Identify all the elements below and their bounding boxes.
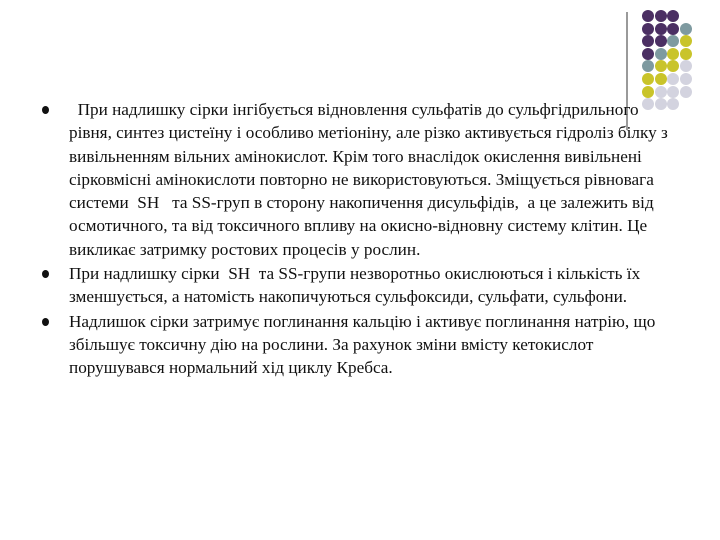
decorative-dot [642,73,654,85]
decorative-dot [667,23,679,35]
decorative-dot [642,23,654,35]
decorative-dot [642,35,654,47]
decorative-dot [667,48,679,60]
decorative-dot [680,86,692,98]
decorative-dot [680,60,692,72]
decorative-dot [655,86,667,98]
bullet-item [42,98,682,261]
decorative-dot [655,48,667,60]
decorative-dot [667,35,679,47]
bullet-item [42,310,682,380]
decorative-dot [655,73,667,85]
decorative-dot [642,48,654,60]
decorative-dot-grid [640,10,720,110]
bullet-dot-icon [42,318,49,326]
decorative-dot [642,86,654,98]
slide-content [42,98,682,381]
decorative-dot [655,10,667,22]
decorative-dot [642,10,654,22]
decorative-dot [667,60,679,72]
decorative-dot [680,48,692,60]
bullet-dot-icon [42,106,49,114]
bullet-text: При надлишку сірки інгібується відновлення сульфатів до сульфгідрильного рівня, синтез цистеїну і особливо метіоніну, але різко активується гідроліз білку з вивільненням вільних амінокислот. Крім того внаслідок окислення вивільнені сірковмісні амінокислоти повторно не використовуються. Зміщується рівновага системи SH та SS-груп в сторону накопичення дисульфідів, а це залежить від осмотичного, та від токсичного впливу на окисно-відновну систему клітин. Це викликає затримку ростових процесів у рослин. [69,100,673,259]
bullet-item [42,262,682,309]
decorative-dot [655,60,667,72]
decorative-dot [655,35,667,47]
decorative-dot [667,73,679,85]
bullet-text: При надлишку сірки SH та SS-групи незворотньо окислюються і кількість їх зменшується, а натомість накопичуються сульфоксиди, сульфати, сульфони. [69,264,645,307]
bullet-text: Надлишок сірки затримує поглинання кальцію і активує поглинання натрію, що збільшує токсичну дію на рослини. За рахунок зміни вмісту кетокислот порушувався нормальний хід циклу Кребса. [69,311,660,378]
bullet-dot-icon [42,270,49,278]
decorative-dot [655,23,667,35]
decorative-dot [642,60,654,72]
decorative-dot [680,35,692,47]
decorative-dot [680,73,692,85]
decorative-dot [680,23,692,35]
decorative-dot [667,10,679,22]
decorative-dot [667,86,679,98]
